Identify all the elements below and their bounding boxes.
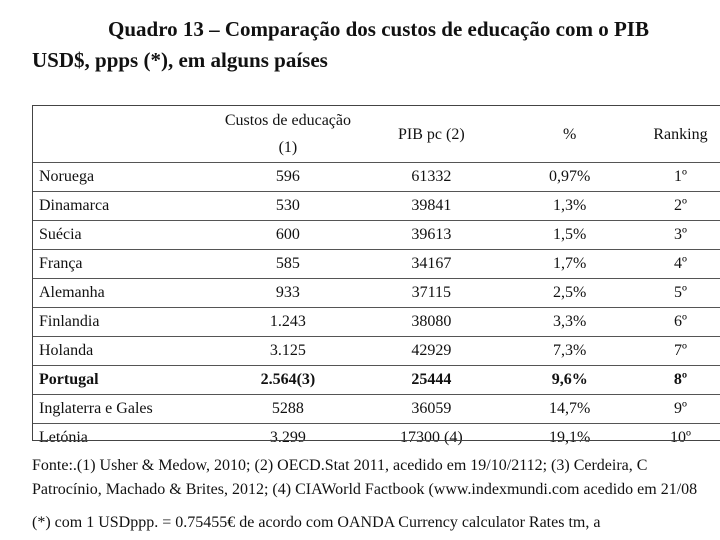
table-row [32,250,720,279]
cell-rank: 9º [629,395,720,424]
cell-country: Suécia [32,221,224,250]
cell-percent: 1,3% [510,192,628,221]
table-row [32,279,720,308]
cell-pib: 34167 [352,250,510,279]
table-row-highlighted [32,366,720,395]
cell-rank: 6º [629,308,720,337]
cell-percent: 1,7% [510,250,628,279]
cell-country: Finlandia [32,308,224,337]
cell-cost: 585 [224,250,353,279]
table-row [32,192,720,221]
cell-country: Alemanha [32,279,224,308]
cell-cost: 933 [224,279,353,308]
table-row [32,308,720,337]
cell-country: França [32,250,224,279]
cell-country: Inglaterra e Gales [32,395,224,424]
cell-rank: 5º [629,279,720,308]
header-ranking: Ranking [629,106,720,163]
document-title [32,14,720,76]
cell-rank: 4º [629,250,720,279]
cell-pib: 39841 [352,192,510,221]
title-line-1: Quadro 13 – Comparação dos custos de educação com o PIB [108,17,649,41]
cell-percent: 14,7% [510,395,628,424]
cell-cost: 1.243 [224,308,353,337]
table-row [32,424,720,453]
cell-pib: 61332 [352,163,510,192]
cell-percent: 2,5% [510,279,628,308]
cell-rank: 8º [629,366,720,395]
cost-comparison-table [32,105,720,452]
cell-pib: 36059 [352,395,510,424]
cell-country: Letónia [32,424,224,453]
cell-rank: 7º [629,337,720,366]
cell-cost: 530 [224,192,353,221]
cell-cost: 600 [224,221,353,250]
header-pib-pc: PIB pc (2) [352,106,510,163]
cell-rank: 2º [629,192,720,221]
header-country [32,106,224,163]
cell-rank: 10º [629,424,720,453]
cell-country: Holanda [32,337,224,366]
cell-cost: 596 [224,163,353,192]
header-education-costs: Custos de educação (1) [224,106,353,163]
cell-rank: 1º [629,163,720,192]
cell-country: Portugal [32,366,224,395]
cell-pib: 38080 [352,308,510,337]
cell-pib: 25444 [352,366,510,395]
cell-cost: 3.125 [224,337,353,366]
cell-percent: 0,97% [510,163,628,192]
cell-cost: 3.299 [224,424,353,453]
footnote: (*) com 1 USDppp. = 0.75455€ de acordo com OANDA Currency calculator Rates tm, a [32,514,601,531]
cell-cost: 5288 [224,395,353,424]
source-note-line-1: Fonte:.(1) Usher & Medow, 2010; (2) OECD.Stat 2011, acedido em 19/10/2112; (3) Cerdeira, C [32,457,648,474]
table-header-row [32,106,720,163]
cell-percent: 1,5% [510,221,628,250]
cell-percent: 3,3% [510,308,628,337]
cell-rank: 3º [629,221,720,250]
cell-country: Noruega [32,163,224,192]
cell-percent: 9,6% [510,366,628,395]
source-note-line-2: Patrocínio, Machado & Brites, 2012; (4) CIAWorld Factbook (www.indexmundi.com acedido em 21/08 [32,481,698,498]
cell-pib: 39613 [352,221,510,250]
table-row [32,337,720,366]
cell-country: Dinamarca [32,192,224,221]
cell-pib: 37115 [352,279,510,308]
cell-percent: 19,1% [510,424,628,453]
table-row [32,163,720,192]
cell-cost: 2.564(3) [224,366,353,395]
table-row [32,395,720,424]
cell-pib: 42929 [352,337,510,366]
header-percent: % [510,106,628,163]
cell-pib: 17300 (4) [352,424,510,453]
cell-percent: 7,3% [510,337,628,366]
title-line-2: USD$, ppps (*), em alguns países [32,48,328,72]
table-row [32,221,720,250]
